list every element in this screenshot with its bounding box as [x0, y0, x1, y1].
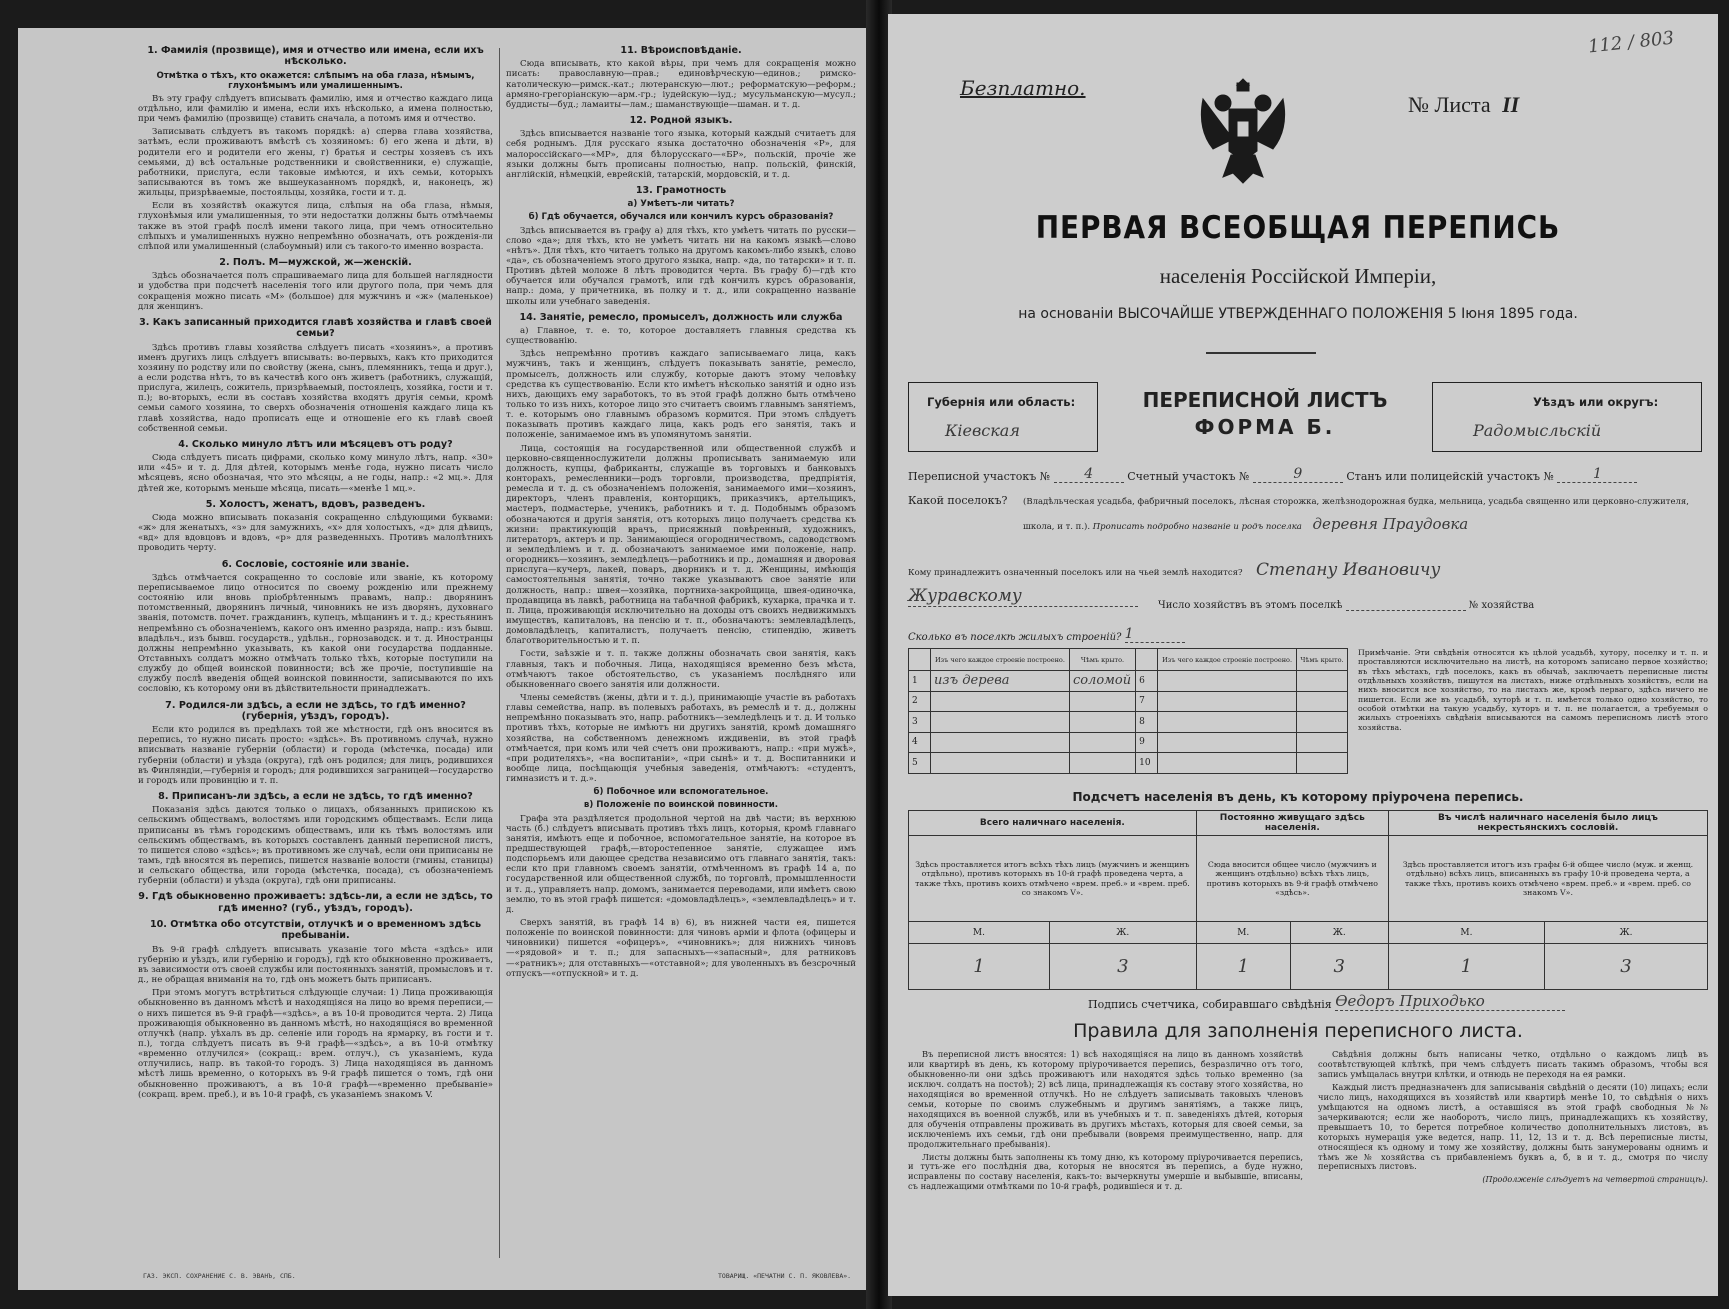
population-count-heading: Подсчетъ населенія въ день, къ которому пріурочена перепись.: [1072, 790, 1524, 804]
paragraph: Свѣдѣнія должны быть написаны четко, отдѣльно о каждомъ лицѣ въ соотвѣтствующей клѣткѣ, при чемъ слѣдуетъ писать такимъ образомъ, чтобы вся запись умѣщалась внутри клѣтки, и отнюдь не переходя на ея рамки.: [1318, 1049, 1708, 1079]
paragraph: Графа эта раздѣляется продольной чертой на двѣ части; въ верхнюю часть (б.) слѣдуетъ вписывать противъ тѣхъ лицъ, которыя, кромѣ главнаго занятія, имѣютъ еще и побочное, вспомогательное занятіе, на которое въ предшествующей графѣ,—второстепенное занятіе, служащее имъ подспорьемъ или дающее средства независимо отъ главнаго занятія, такъ: если кто при главномъ своемъ занятіи, отмѣченномъ въ графѣ 14 а, по государственной или общественной службѣ, по торговлѣ, промышленности и т. д., управляетъ напр. домомъ, занимается переводами, или имѣетъ свою землю, то въ этой графѣ пишется: «домовладѣлецъ», «землевладѣлецъ» и т. д.: [506, 813, 856, 915]
section-heading: 13. Грамотность: [635, 185, 727, 197]
buildings-note: Примѣчаніе. Эти свѣдѣнія относятся къ цѣлой усадьбѣ, хутору, поселку и т. п. и проставляются исключительно на листѣ, на которомъ записано первое хозяйство; въ тѣхъ мѣстахъ, гдѣ поселокъ, какъ въ обычаѣ, заключаетъ переписные листы отдѣльныхъ хозяйствъ, пишутся на листахъ, ниже отдѣльныхъ хозяйствъ, если на нихъ вносится все хозяйство, то на листахъ же, кромѣ перваго, здѣсь ничего не пишется. Если же въ усадьбѣ, хуторѣ и т. п. имѣется только одно хозяйство, то особой отмѣтки на такую усадьбу, хуторъ и т. п. не полагается, а требуемыя о жилыхъ строеніяхъ свѣдѣнія вписываются на самомъ переписномъ листѣ этого хозяйства.: [1358, 648, 1708, 732]
households-row: [1158, 600, 1534, 611]
building-material: изъ дерева: [931, 671, 1070, 692]
right-page: [888, 14, 1718, 1296]
row-number: 6: [1136, 671, 1158, 692]
table-row: [909, 753, 1348, 774]
pop-desc-non-peasant: Здѣсь проставляется итогъ изъ графы 6-й общее число (муж. и женщ. отдѣльно) всѣхъ лицъ, вписанныхъ въ графу 10-й проведена черта, а также тѣхъ, противъ коихъ отмѣчено «врем. преб.» и «врем. преб. со знакомъ V».: [1388, 836, 1707, 922]
households-value: [1346, 610, 1466, 611]
settlement-row: [908, 494, 1007, 507]
total-female-value: 3: [1049, 944, 1196, 990]
sheet-type: [1098, 387, 1432, 441]
row-number: 8: [1136, 712, 1158, 733]
row-number: 7: [1136, 691, 1158, 712]
paragraph: Лица, состоящія на государственной или общественной службѣ и церковно-священнослужители должны прописывать занимаемую или должность, купцы, фабриканты, служащіе въ торговыхъ и банковыхъ конторахъ, ремесленники—родъ торговли, производства, предпріятія, ремесла и т. д. съ обозначеніемъ положенія, занимаемого ими—хозяинъ, директоръ, членъ правленія, конторщикъ, приказчикъ, артельщикъ, мастеръ, подмастерье, ученикъ, работникъ и т. д. Подобнымъ образомъ обозначаются и другія занятія, отъ которыхъ лицо получаетъ средства къ жизни: практикующій врачъ, присяжный повѣренный, художникъ, литераторъ, актеръ и пр. Занимающіеся огородничествомъ, садоводствомъ и земледѣліемъ и т. д. обозначаютъ занимаемое ими положеніе, напр. огородникъ—хозяинъ, земледѣлецъ—работникъ и пр., домашняя и дворовая прислуга—кучеръ, лакей, поваръ, дворникъ и т. д. Женщины, имѣющія самостоятельныя занятія, точно также указываютъ свое занятіе или должность, напр.: швея—хозяйка, портниха-закройщица, швея-одиночка, продавщица въ лавкѣ, работница на табачной фабрикѣ, кухарка, прачка и т. п. Лица, проживающія исключительно на доходы отъ своихъ недвижимыхъ имуществъ, капиталовъ, на пенсію и т. п., обозначаютъ: землевладѣлецъ, домовладѣлецъ, капиталистъ, получаетъ пенсію, стипендію, живетъ благотворительностью и т. п.: [506, 443, 856, 647]
pop-header-total: Всего наличнаго населенія.: [909, 811, 1197, 836]
paragraph: Показанія здѣсь даются только о лицахъ, обязанныхъ припискою къ сельскимъ обществамъ, волостямъ или городскимъ обществамъ. Если лица приписаны въ тѣмъ городскимъ обществамъ, или къ тѣмъ волостямъ или сельскимъ обществамъ, въ которыхъ составленъ данный переписной листъ, то пишется слово «здѣсь»; въ противномъ же случаѣ, если они приписаны не тамъ, гдѣ вносятся въ перепись, пишется названіе волости (гмины, станицы) и сельскаго общества, или города (мѣстечка, посада), съ обозначеніемъ губерніи (области) и уѣзда (округа), гдѣ они приписаны.: [138, 805, 493, 887]
table-row: [909, 691, 1348, 712]
paragraph: Члены семействъ (жены, дѣти и т. д.), принимающіе участіе въ работахъ главы семейства, напр. въ полевыхъ работахъ, въ ремеслѣ и т. д., должны непремѣнно показывать это, напр. работникъ—земледѣлецъ и т. д. И только противъ тѣхъ, которые не имѣютъ ни другихъ занятій, кромѣ домашняго хозяйства, на собственномъ денежномъ иждивеніи, въ этой графѣ отмѣчается, при комъ или чей счетъ они проживаютъ, напр.: «при мужѣ», «при родителяхъ», «на воспитаніи», «при сынѣ» и т. д. Воспитанники и вообще лица, посѣщающія учебныя заведенія, отмѣчаютъ: «студентъ, гимназистъ и т. д.».: [506, 692, 856, 785]
paragraph: Здѣсь вписывается въ графу а) для тѣхъ, кто умѣетъ читать по русски—слово «да»; для тѣхъ, кто не умѣетъ читать ни на какомъ языкѣ—слово «нѣтъ». Для тѣхъ, кто читаетъ только на другомъ какомъ-либо языкѣ, слово «да», съ обозначеніемъ этого другого языка, напр. «да, по татарски» и т. п. Противъ дѣтей моложе 8 лѣтъ проводится черта. Въ графу б)—гдѣ кто обучается или обучался грамотѣ, или гдѣ кончилъ курсъ образованія, напр.: дома, у причетника, въ полку и т. д., или сокращенно названіе школы или учебнаго заведенія.: [506, 225, 856, 307]
stan-label: Станъ или полицейскій участокъ №: [1346, 470, 1554, 483]
paragraph: Въ 9-й графѣ слѣдуетъ вписывать указаніе того мѣста «здѣсь» или губернію и уѣздъ, или губернію и городъ), гдѣ кто обыкновенно проживаетъ, въ зависимости отъ своей службы или постоянныхъ занятій, промысловъ и т. д., не обращая вниманія на то, гдѣ онъ можетъ быть приписанъ.: [138, 944, 493, 986]
household-no-label: № хозяйства: [1468, 600, 1535, 611]
settlement-hint: [1023, 494, 1708, 539]
section-heading: 10. Отмѣтка обо отсутствіи, отлучкѣ и о временномъ здѣсь пребываніи.: [149, 919, 482, 942]
settlement-value: деревня Праудовка: [1312, 515, 1469, 534]
free-label: Безплатно.: [960, 76, 1086, 100]
paragraph: Если въ хозяйствѣ окажутся лица, слѣпыя на оба глаза, нѣмыя, глухонѣмыя или умалишенныя, то эти недостатки должны быть отмѣчаемы также въ этой графѣ послѣ имени такого лица, при чемъ относительно слѣпыхъ и умалишенныхъ нужно непремѣнно обозначать, отъ рожденія-ли слѣпой или умалишенный (слабоумный) или съ такого-то именно возраста.: [138, 201, 493, 252]
paragraph: Въ эту графу слѣдуетъ вписывать фамилію, имя и отчество каждаго лица отдѣльно, или фамилію и имена, если ихъ нѣсколько, а имена полностью, при чемъ фамилію (прозвище) ставить сначала, а потомъ имя и отчество.: [138, 93, 493, 125]
col-roof: Чѣмъ крыто.: [1297, 649, 1348, 671]
owner-value: Степану Ивановичу: [1256, 560, 1441, 580]
pop-header-non-peasant: Въ числѣ наличнаго населенія было лицъ некрестьянскихъ сословій.: [1388, 811, 1707, 836]
total-male-value: 1: [909, 944, 1050, 990]
female-header: Ж.: [1290, 922, 1388, 944]
section-subheading: Отмѣтка о тѣхъ, кто окажется: слѣпымъ на оба глаза, нѣмымъ, глухонѣмымъ или умалишеннымъ.: [156, 70, 475, 91]
building-roof: соломой: [1069, 671, 1135, 692]
owner-value-2: Журавскому: [908, 586, 1138, 607]
row-number: 2: [909, 691, 931, 712]
col-material: Изъ чего каждое строеніе построено.: [931, 649, 1070, 671]
gubernia-box: [908, 382, 1098, 452]
gubernia-value: Кіевская: [945, 421, 1020, 440]
section-heading: 4. Сколько минуло лѣтъ или мѣсяцевъ отъ роду?: [178, 438, 453, 450]
row-number: 1: [909, 671, 931, 692]
settlement-hint-note: Прописать подробно названіе и родъ поселка: [1092, 522, 1302, 533]
col-roof: Чѣмъ крыто.: [1069, 649, 1135, 671]
sheet-type-form: ФОРМА Б.: [1194, 415, 1336, 439]
male-header: М.: [1196, 922, 1290, 944]
table-row: [909, 732, 1348, 753]
left-page: [18, 28, 870, 1290]
buildings-row: [908, 626, 1185, 643]
row-number: 4: [909, 732, 931, 753]
counting-label: Счетный участокъ №: [1127, 470, 1250, 483]
paragraph: При этомъ могутъ встрѣтиться слѣдующіе случаи: 1) Лица проживающія обыкновенно въ данномъ мѣстѣ и находящіяся на лицо во время переписи,—о нихъ пишется въ 9-й графѣ—«здѣсь», а въ 10-й проводится черта. 2) Лица проживающія обыкновенно въ данномъ мѣстѣ, но находящіяся во временной отлучкѣ (напр. уѣхалъ въ др. селеніе или городъ на ярмарку, въ гости и т. п.), тогда слѣдуетъ писать въ 9-й графѣ—«здѣсь», а въ 10-й отмѣтку «временно отлучился» (сокращ.: врем. отлуч.), съ указаніемъ, куда отлучились, напр. въ такой-то городъ. 3) Лица находящіяся въ данномъ мѣстѣ лишь временно, о которыхъ въ 9-й графѣ пишется о томъ, гдѣ они обыкновенно проживаютъ, а въ 10-й графѣ—«временно пребываніе» (сокращ. врем. преб.), и въ 10-й графѣ, съ указаніемъ знакомъ V.: [138, 988, 493, 1100]
row-number: 5: [909, 753, 931, 774]
page-subtitle: населенія Россійской Имперіи,: [1159, 264, 1437, 288]
col-material: Изъ чего каждое строеніе построено.: [1158, 649, 1297, 671]
population-table: [908, 810, 1708, 990]
row-number: 10: [1136, 753, 1158, 774]
paragraph: Здѣсь отмѣчается сокращенно то сословіе или званіе, къ которому переписываемое лицо относится по своему рожденію или прежнему состоянію или вновь пріобрѣтеннымъ правамъ, напр.: дворянинъ потомственный, дворянинъ личный, чиновникъ не изъ дворянъ, духовнаго званія, потомств. почет. гражданинъ, купецъ, мѣщанинъ и т. д.; крестьянинъ непремѣнно съ обозначеніемъ, какого онъ именно разряда, напр.: изъ бывш. владѣльч., изъ бывш. государств., удѣльн., горнозаводск. и т. д. Иностранцы должны непремѣнно указывать, къ какой они государства подданные. Отставныхъ солдатъ можно отмѣчать только тѣхъ, которые поступили на службу до общей воинской повинности; всѣ же прочіе, поступившіе на службу послѣ введенія общей воинской повинности, записываются по ихъ сословію, къ которому они въ дѣйствительности принадлежатъ.: [138, 572, 493, 695]
sheet-number-label: № Листа: [1408, 92, 1491, 117]
buildings-label: Сколько въ поселкѣ жилыхъ строеній?: [908, 632, 1122, 643]
paragraph: Сюда слѣдуетъ писать цифрами, сколько кому минуло лѣтъ, напр. «30» или «45» и т. д. Для дѣтей, которымъ менѣе года, нужно писать число мѣсяцевъ, ясно обозначая, что это мѣсяцы, а не годы, напр.: «2 мц.». Для дѣтей же, которымъ меньше мѣсяца, писать—«менѣе 1 мц.».: [138, 453, 493, 494]
row-number: 3: [909, 712, 931, 733]
female-header: Ж.: [1049, 922, 1196, 944]
section-heading: 12. Родной языкъ.: [629, 115, 733, 127]
row-number: 9: [1136, 732, 1158, 753]
table-row: [909, 671, 1348, 692]
settlement-label: Какой поселокъ?: [908, 494, 1008, 507]
page-title: ПЕРВАЯ ВСЕОБЩАЯ ПЕРЕПИСЬ: [1035, 210, 1561, 246]
section-heading: 7. Родился-ли здѣсь, а если не здѣсь, то гдѣ именно? (губернія, уѣздъ, городъ).: [165, 699, 466, 722]
rules-column-left: [908, 1050, 1303, 1195]
settlement-hint-text: (Владѣльческая усадьба, фабричный поселокъ, лѣсная сторожка, желѣзнодорожная будка, мельница, усадьба священно или церковно-служителя, школа, и т. п.).: [1023, 497, 1689, 533]
owner-label: Кому принадлежитъ означенный поселокъ или на чьей землѣ находится?: [908, 568, 1243, 578]
signature-label: Подпись счетчика, собиравшаго свѣдѣнія: [1088, 998, 1332, 1011]
table-row: [909, 712, 1348, 733]
instructions-column-1: [138, 40, 493, 1103]
section-heading: 5. Холостъ, женатъ, вдовъ, разведенъ.: [205, 498, 426, 510]
buildings-value: 1: [1125, 626, 1185, 643]
owner-row-2: [908, 586, 1138, 607]
rules-title: Правила для заполненія переписного листа.: [1073, 1020, 1523, 1042]
printer-imprint: ТОВАРИЩ. «ПЕЧАТНИ С. П. ЯКОВЛЕВА».: [718, 1272, 852, 1280]
enumerator-signature-row: [1088, 992, 1565, 1011]
non-peasant-male-value: 1: [1388, 944, 1544, 990]
section-heading: 11. Вѣроисповѣданіе.: [620, 45, 742, 56]
double-headed-eagle-icon: [1193, 69, 1293, 189]
households-label: Число хозяйствъ въ этомъ поселкѣ: [1158, 600, 1343, 611]
paragraph: Записывать слѣдуетъ въ такомъ порядкѣ: а) сперва глава хозяйства, затѣмъ, если проживаютъ вмѣстѣ съ хозяиномъ: б) его жена и дѣти, в) родители его и родители его жены, г) братья и сестры хозяевъ съ ихъ семьями, д) всѣ остальные родственники и свойственники, е) служащіе, работники, прислуга, если таковые имѣются, и ихъ семьи, которыхъ записываются въ томъ же вышеуказанномъ порядкѣ, и, наконецъ, ж) жильцы, призрѣваемые, постояльцы, хозяйка, гости и т. д.: [138, 127, 493, 199]
paragraph: Сюда вписывать, кто какой вѣры, при чемъ для сокращенія можно писать: православную—прав.; единовѣрческую—единов.; римско-католическую—римск.-кат.; лютеранскую—лют.; реформатскую—реформ.; армяно-грегоріанскую—арм.-гр.; іудейскую—іуд.; мусульманскую—мусул.; буддисты—буд.; ламаиты—лам.; шаманствующіе—шаман. и т. д.: [506, 59, 856, 110]
uezd-label: Уѣздъ или округъ:: [1533, 395, 1659, 409]
section-subheading: б) Побочное или вспомогательное.: [593, 787, 769, 798]
archive-number: 112 / 803: [1587, 27, 1675, 58]
stan-value: 1: [1557, 466, 1637, 483]
permanent-male-value: 1: [1196, 944, 1290, 990]
section-subheading: б) Гдѣ обучается, обучался или кончилъ курсъ образованія?: [528, 212, 834, 223]
section-heading: 8. Приписанъ-ли здѣсь, а если не здѣсь, то гдѣ именно?: [158, 791, 473, 802]
pop-desc-permanent: Сюда вносится общее число (мужчинъ и женщинъ отдѣльно) всѣхъ тѣхъ лицъ, противъ которыхъ въ 9-й графѣ отмѣчено «здѣсь».: [1196, 836, 1388, 922]
paragraph: Сюда можно вписывать показанія сокращенно слѣдующими буквами: «ж» для женатыхъ, «з» для замужнихъ, «х» для холостыхъ, «д» для дѣвицъ, «вд» для вдовцовъ и вдовъ, «р» для разведенныхъ. Противъ малолѣтнихъ проводить черту.: [138, 512, 493, 554]
instructions-column-2: [506, 40, 856, 982]
signature-value: Ѳедоръ Приходько: [1335, 992, 1565, 1011]
paragraph: Гости, заѣзжіе и т. п. также должны обозначать свои занятія, какъ главныя, такъ и побочныя. Лица, находящіяся временно безъ мѣста, отмѣчаютъ такое обстоятельство, съ указаніемъ послѣдняго или обыкновеннаго своего занятія или должности.: [506, 649, 856, 690]
sheet-type-title: ПЕРЕПИСНОЙ ЛИСТЪ: [1142, 388, 1388, 412]
printer-imprint: ГАЗ. ЭКСП. СОХРАНЕНИЕ С. В. ЭВАНЪ, СПБ.: [143, 1272, 296, 1280]
section-heading: 6. Сословіе, состояніе или званіе.: [221, 558, 410, 570]
district-row: [908, 466, 1637, 483]
section-subheading: а) Умѣетъ-ли читать?: [627, 199, 735, 210]
buildings-table: [908, 648, 1348, 774]
male-header: М.: [909, 922, 1050, 944]
section-heading: 3. Какъ записанный приходится главѣ хозяйства и главѣ своей семьи?: [139, 316, 492, 340]
section-subheading: в) Положеніе по воинской повинности.: [583, 800, 779, 811]
divider: [1206, 352, 1316, 354]
paragraph: Сверхъ занятій, въ графѣ 14 в) 6), въ нижней части ея, пишется положеніе по воинской повинности: для чиновъ арміи и флота (офицеры и чиновники) пишется «офицеръ», «чиновникъ»; для нижнихъ чиновъ—«рядовой» и т. п.; для запасныхъ—«запасный», для ратниковъ—«ратникъ»; для отставныхъ—«отставной»; для уволенныхъ въ безсрочный отпускъ—«отпускной» и т. д.: [506, 917, 856, 979]
non-peasant-female-value: 3: [1545, 944, 1708, 990]
section-heading: 9. Гдѣ обыкновенно проживаетъ: здѣсь-ли, а если не здѣсь, то гдѣ именно? (губ., уѣздъ, городъ).: [138, 891, 493, 914]
male-header: М.: [1388, 922, 1544, 944]
paragraph: Здѣсь непремѣнно противъ каждаго записываемаго лица, какъ мужчинъ, такъ и женщинъ, слѣдуетъ показывать занятіе, ремесло, промыселъ, должность или службу, которые даютъ этому человѣку средства къ существованію. Если кто имѣетъ нѣсколько занятій и одно изъ нихъ, дающихъ ему заработокъ, то въ этой графѣ должно быть отмѣчено только то изъ нихъ, которое лицо это считаетъ своимъ главнымъ занятіемъ, т. е. которымъ оно главнымъ образомъ кормится. При этомъ слѣдуетъ показывать противъ каждаго лица, какъ родъ его занятія, такъ и положеніе, занимаемое имъ въ упомянутомъ занятіи.: [506, 349, 856, 441]
permanent-female-value: 3: [1290, 944, 1388, 990]
paragraph: Здѣсь противъ главы хозяйства слѣдуетъ писать «хозяинъ», а противъ именъ другихъ лицъ слѣдуетъ вписывать: во-первыхъ, какъ кто приходится хозяину по родству или по свойству (жена, сынъ, племянникъ, теща и друг.), а если родства нѣтъ, то въ качествѣ кого онъ живетъ (работникъ, служащій, прислуга, жилецъ, сожитель, призрѣваемый, постоялецъ, хозяйка, гости и т. п.); во-вторыхъ, если въ составъ хозяйства входятъ другія семьи, кромѣ семьи самого хозяина, то сверхъ обозначенія отношенія каждаго лица къ главѣ хозяйства, надо прописать еще и отношеніе его къ главѣ своей собственной семьи.: [138, 342, 493, 434]
paragraph: Каждый листъ предназначенъ для записыванія свѣдѣній о десяти (10) лицахъ; если число лицъ, находящихся въ хозяйствѣ или квартирѣ менѣе 10, то свѣдѣнія о нихъ умѣщаются на одномъ листѣ, а оставшіяся въ этой графѣ свободныя №№ зачеркиваются; если же наоборотъ, число лицъ, принадлежащихъ къ хозяйству, превышаетъ 10, то берется потребное количество дополнительныхъ листовъ, въ которыхъ нумерація уже ведется, напр. 11, 12, 13 и т. д. Всѣ переписные листы, относящіеся къ одному и тому же хозяйству, должны быть занумерованы однимъ и тѣмъ же № хозяйства съ прибавленіемъ буквъ а, б, в и т. д., смотря по числу переписныхъ листовъ.: [1318, 1081, 1708, 1172]
pop-header-permanent: Постоянно живущаго здѣсь населенія.: [1196, 811, 1388, 836]
section-heading: 14. Занятіе, ремесло, промыселъ, должность или служба: [519, 311, 843, 323]
uezd-value: Радомысльскій: [1473, 421, 1602, 440]
paragraph: Въ переписной листъ вносятся: 1) всѣ находящіяся на лицо въ данномъ хозяйствѣ или квартирѣ въ день, къ которому пріурочивается перепись, безразлично отъ того, обыкновенно-ли они здѣсь проживаютъ или находятся здѣсь только временно (за исключ. солдатъ на постоѣ); 2) всѣ лица, принадлежащія къ составу этого хозяйства, но находящіяся во временной отлучкѣ. Но не слѣдуетъ записывать таковыхъ членовъ семьи, которые по своимъ служебнымъ и другимъ занятіямъ, а также лицъ, находящихся въ военной службѣ, или въ учебныхъ и т. п. заведеніяхъ дѣтей, которыя для обученія отправлены проживать въ другихъ мѣстахъ, которыя для своей семьи, за исключеніемъ ихъ семьи, гдѣ они пребывали (вовремя преимущественно, напр. для продолжительнаго пребыванія).: [908, 1049, 1303, 1149]
paragraph: Листы должны быть заполнены къ тому дню, къ которому пріурочивается перепись, и тутъ-же его послѣднія два, которыя не вносятся въ перепись, а буде нужно, исправлены по составу населенія, какъ-то: вычеркнуты умершіе и выбывшіе, вписаны, съ надлежащими отмѣтками по 10-й графѣ, родившіеся и т. д.: [908, 1151, 1303, 1192]
pop-desc-total: Здѣсь проставляется итогъ всѣхъ тѣхъ лицъ (мужчинъ и женщинъ отдѣльно), противъ которыхъ въ 10-й графѣ проведена черта, а также тѣхъ, противъ коихъ отмѣчено «врем. преб.» и «врем. преб. со знакомъ V».: [909, 836, 1197, 922]
paragraph: а) Главное, т. е. то, которое доставляетъ главныя средства къ существованію.: [506, 326, 856, 347]
female-header: Ж.: [1545, 922, 1708, 944]
section-heading: 1. Фамилія (прозвище), имя и отчество или имена, если ихъ нѣсколько.: [147, 45, 484, 68]
owner-row: [908, 560, 1440, 580]
paragraph: Здѣсь вписывается названіе того языка, который каждый считаетъ для себя роднымъ. Для русскаго языка достаточно обозначенія «Р», для малороссійскаго—«МР», для бѣлорусскаго—«БР», польскій, прочіе же языки должны быть прописаны полностью, напр. польскій, финскій, англійскій, нѣмецкій, еврейскій, татарскій, мордовскій, и т. д.: [506, 129, 856, 180]
section-heading: 2. Полъ. М—мужской, ж—женскій.: [219, 257, 412, 269]
legal-basis: на основаніи ВЫСОЧАЙШЕ УТВЕРЖДЕННАГО ПОЛОЖЕНІЯ 5 Іюня 1895 года.: [1018, 306, 1578, 322]
column-divider: [499, 48, 500, 1258]
sheet-number: [1408, 92, 1519, 118]
paragraph: Здѣсь обозначается полъ спрашиваемаго лица для большей наглядности и удобства при подсчетѣ населенія того или другого пола, при чемъ для сокращенія можно писать «М» (большое) для мужчинъ и «ж» (маленькое) для женщинъ.: [138, 271, 493, 312]
rules-column-right: [1318, 1050, 1708, 1185]
continuation-note: (Продолженіе слѣдуетъ на четвертой страницѣ).: [1482, 1175, 1708, 1185]
district-label: Переписной участокъ №: [908, 470, 1051, 483]
uezd-box: [1432, 382, 1702, 452]
district-value: 4: [1054, 466, 1124, 483]
paragraph: Если кто родился въ предѣлахъ той же мѣстности, гдѣ онъ вносится въ перепись, то нужно писать просто: «здѣсь». Въ противномъ случаѣ, нужно вписывать названіе губерніи (области) и города (мѣстечка, посада) или губерніи (области) и уѣзда (округа), гдѣ онъ родился; для лицъ, родившихся въ Финляндіи,—губернія и городъ; для родившихся заграницей—государство и городъ или провинцію и т. п.: [138, 725, 493, 786]
sheet-number-value: II: [1502, 92, 1520, 117]
counting-value: 9: [1253, 466, 1343, 483]
gubernia-label: Губернія или область:: [927, 395, 1076, 409]
